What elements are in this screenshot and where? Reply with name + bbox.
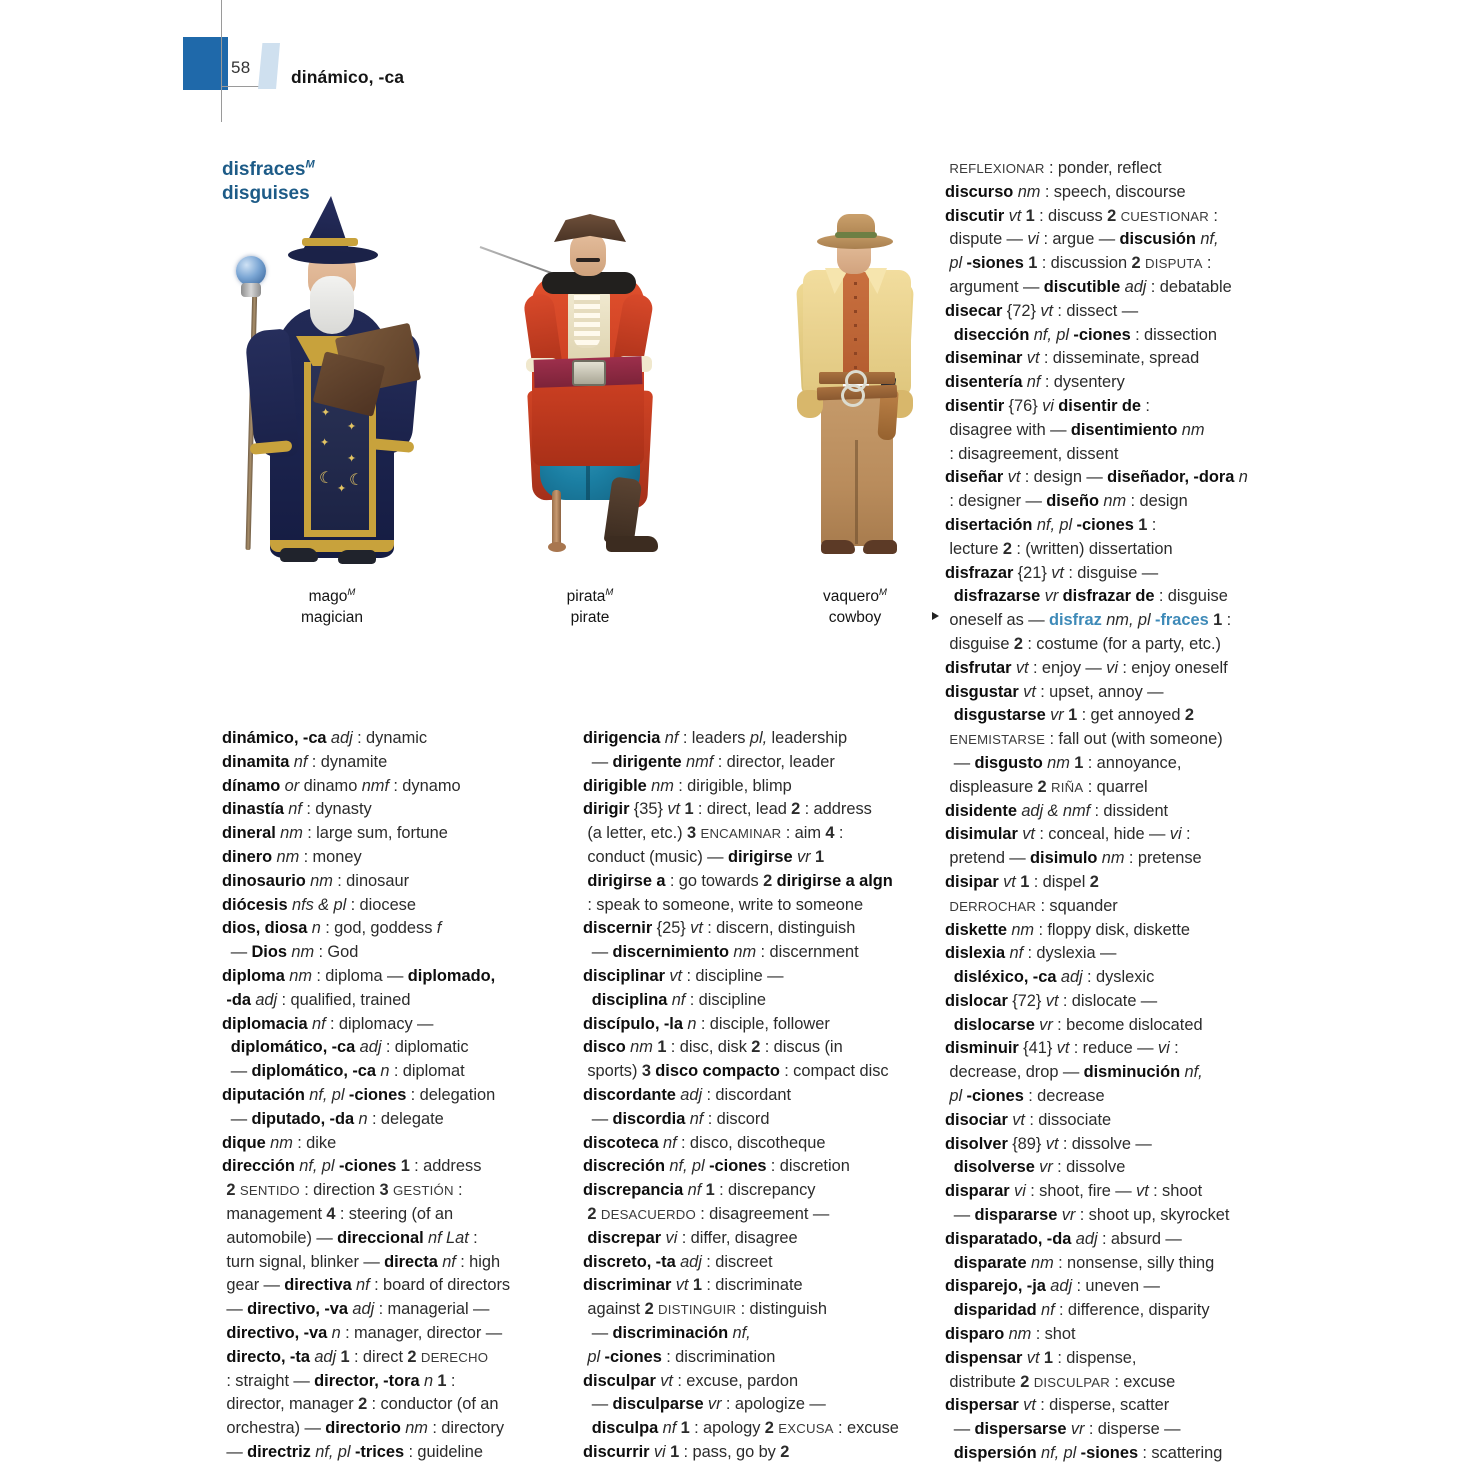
dictionary-line: discriminar vt 1 : discriminate [583,1276,803,1295]
dictionary-line: directo, -ta adj 1 : direct 2 DERECHO [226,1347,489,1366]
dictionary-line: disfrutar vt : enjoy — vi : enjoy oneself [945,658,1228,677]
dictionary-line: disco nm 1 : disc, disk 2 : discus (in [583,1038,843,1057]
dictionary-line: : straight — director, -tora n 1 : [222,1371,456,1390]
dictionary-line: disciplinar vt : discipline — [583,966,784,985]
dictionary-line: conduct (music) — dirigirse vr 1 [583,847,825,866]
cowboy-caption-es-text: vaquero [823,588,880,606]
dictionary-line: -da adj : qualified, trained [226,990,411,1009]
dictionary-line: disimular vt : conceal, hide — vi : [945,825,1191,844]
entry-pointer-icon [932,612,939,620]
dictionary-line: disección nf, pl -ciones : dissection [953,325,1217,344]
dictionary-line: dique nm : dike [222,1133,337,1152]
dictionary-line: disagree with — disentimiento nm [945,420,1205,439]
dictionary-line: REFLEXIONAR : ponder, reflect [949,159,1162,177]
dictionary-line: — discernimiento nm : discernment [583,943,859,962]
dictionary-line: displeasure 2 RIÑA : quarrel [945,777,1148,796]
dictionary-line: dirección nf, pl -ciones 1 : address [222,1157,482,1176]
dictionary-line: ENEMISTARSE : fall out (with someone) [949,730,1223,749]
dictionary-line: discutir vt 1 : discuss 2 CUESTIONAR : [945,206,1218,225]
dictionary-line: pl -ciones : decrease [949,1087,1105,1106]
dictionary-line: argument — discutible adj : debatable [945,277,1232,296]
magician-caption-gender: M [347,587,356,598]
dictionary-line: automobile) — direccional nf Lat : [222,1228,478,1247]
dictionary-line: disecar {72} vt : dissect — [945,301,1139,320]
dictionary-line: dispersar vt : disperse, scatter [945,1396,1170,1415]
dictionary-line: gear — directiva nf : board of directors [222,1276,511,1295]
dictionary-line: dirigir {35} vt 1 : direct, lead 2 : address [583,800,872,819]
dictionary-line: management 4 : steering (of an [222,1204,454,1223]
dictionary-line: disipar vt 1 : dispel 2 [945,872,1099,891]
dictionary-line: disciplina nf : discipline [591,990,767,1009]
dictionary-column-left [222,727,534,1465]
dictionary-line: dispensar vt 1 : dispense, [945,1348,1137,1367]
dictionary-line: director, manager 2 : conductor (of an [222,1395,499,1414]
dictionary-line: — diplomático, -ca n : diplomat [222,1062,465,1081]
dictionary-line: dirigencia nf : leaders pl, leadership [583,729,848,747]
dictionary-line: pl -ciones : discrimination [587,1347,776,1366]
dictionary-line: orchestra) — directorio nm : directory [222,1419,505,1438]
dictionary-line: pretend — disimulo nm : pretense [945,849,1202,868]
dictionary-line: diseñar vt : design — diseñador, -dora n [945,468,1248,487]
dictionary-line: decrease, drop — disminución nf, [945,1063,1203,1082]
dictionary-line: discoteca nf : disco, discotheque [583,1133,826,1152]
dictionary-line: disculpar vt : excuse, pardon [583,1371,799,1390]
dictionary-line: discurso nm : speech, discourse [945,182,1186,201]
dictionary-line: 2 SENTIDO : direction 3 GESTIÓN : [226,1181,463,1200]
dictionary-line: dirigible nm : dirigible, blimp [583,776,792,795]
dictionary-line: lecture 2 : (written) dissertation [945,539,1173,558]
illustration-title-es-text: disfraces [222,159,306,180]
cowboy-caption-english: cowboy [828,609,882,627]
dictionary-line: discreto, -ta adj : discreet [583,1252,773,1271]
dictionary-line: disgustar vt : upset, annoy — [945,682,1164,701]
dictionary-line: : disagreement, dissent [945,444,1119,463]
dictionary-line: disolver {89} vt : dissolve — [945,1134,1152,1153]
dictionary-line: dinosaurio nm : dinosaur [222,871,410,890]
dictionary-line: dispersión nf, pl -siones : scattering [953,1444,1223,1463]
dictionary-line: diploma nm : diploma — diplomado, [222,966,496,985]
dictionary-line: — directriz nf, pl -trices : guideline [222,1442,484,1461]
dictionary-line: discrepancia nf 1 : discrepancy [583,1181,816,1200]
dictionary-line: — dispararse vr : shoot up, skyrocket [945,1206,1230,1225]
dictionary-line: (a letter, etc.) 3 ENCAMINAR : aim 4 : [583,824,844,843]
dictionary-line: disparo nm : shot [945,1325,1076,1344]
dictionary-line: disidente adj & nmf : dissident [945,801,1169,820]
dictionary-line: turn signal, blinker — directa nf : high [222,1252,501,1271]
dictionary-line: — disgusto nm 1 : annoyance, [945,753,1182,772]
dictionary-line: dinámico, -ca adj : dynamic [222,729,428,747]
dictionary-line: discernir {25} vt : discern, distinguish [583,919,856,938]
dictionary-line: diputación nf, pl -ciones : delegation [222,1085,496,1104]
dictionary-line: — dirigente nmf : director, leader [583,752,835,771]
dictionary-line: diplomático, -ca adj : diplomatic [230,1038,469,1057]
dictionary-line: dios, diosa n : god, goddess f [222,919,442,938]
dictionary-line: disgustarse vr 1 : get annoyed 2 [953,706,1195,725]
dictionary-line: disléxico, -ca adj : dyslexic [953,968,1155,987]
pirate-caption-es-text: pirata [566,588,606,606]
dictionary-line: : designer — diseño nm : design [945,492,1188,511]
dictionary-line: dinero nm : money [222,847,362,866]
dictionary-line: disfrazar {21} vt : disguise — [945,563,1159,582]
dictionary-column-middle [583,727,913,1465]
dictionary-line: 2 DESACUERDO : disagreement — [587,1204,830,1223]
guide-word: dinámico, -ca [291,67,405,87]
dictionary-line: disparar vi : shoot, fire — vt : shoot [945,1182,1203,1201]
magician-caption-es-text: mago [308,588,348,606]
dictionary-line: dínamo or dinamo nmf : dynamo [222,776,461,795]
dictionary-column-right [945,157,1260,1466]
dictionary-line: distribute 2 DISCULPAR : excuse [945,1372,1176,1391]
dictionary-line: oneself as — disfraz nm, pl -fraces 1 : [945,611,1232,630]
dictionary-line: diplomacia nf : diplomacy — [222,1014,434,1033]
dictionary-line: disolverse vr : dissolve [953,1158,1126,1177]
dictionary-line: dinastía nf : dynasty [222,800,372,819]
dictionary-line: disparate nm : nonsense, silly thing [953,1253,1215,1272]
dictionary-line: dislexia nf : dyslexia — [945,944,1117,963]
pirate-caption-gender: M [605,587,614,598]
dictionary-line: discreción nf, pl -ciones : discretion [583,1157,850,1176]
dictionary-line: discípulo, -la n : disciple, follower [583,1014,830,1033]
illustration-title-english: disguises [222,182,310,204]
dictionary-line: diseminar vt : disseminate, spread [945,349,1200,368]
dictionary-line: dineral nm : large sum, fortune [222,824,448,843]
dictionary-line: — dispersarse vr : disperse — [945,1420,1181,1439]
dictionary-line: dirigirse a : go towards 2 dirigirse a algn [587,871,893,890]
dictionary-line: discrepar vi : differ, disagree [587,1228,798,1247]
dictionary-line: disminuir {41} vt : reduce — vi : [945,1039,1179,1058]
illustration-title-es-gender: M [305,158,315,171]
dictionary-line: disentería nf : dysentery [945,373,1125,392]
dictionary-line: disculpa nf 1 : apology 2 EXCUSA : excuse [591,1419,899,1438]
dictionary-line: dinamita nf : dynamite [222,752,388,771]
dictionary-line: — diputado, -da n : delegate [222,1109,444,1128]
dictionary-line: diócesis nfs & pl : diocese [222,895,416,914]
dictionary-line: discurrir vi 1 : pass, go by 2 [583,1442,790,1461]
dictionary-line: disparejo, -ja adj : uneven — [945,1277,1160,1296]
dictionary-line: — discordia nf : discord [583,1109,770,1128]
dictionary-line: disparatado, -da adj : absurd — [945,1229,1182,1248]
dictionary-line: dislocar {72} vt : dislocate — [945,991,1158,1010]
dictionary-line: : speak to someone, write to someone [583,895,864,914]
magician-robe-panel: ✦ ✦ ✦ ✦ ☾ ✦ ☾ [304,362,376,537]
dictionary-line: — discriminación nf, [583,1323,751,1342]
dictionary-line: — disculparse vr : apologize — [583,1395,826,1414]
dictionary-line: — Dios nm : God [222,943,359,962]
dictionary-line: sports) 3 disco compacto : compact disc [583,1062,889,1081]
dictionary-line: disentir {76} vi disentir de : [945,396,1150,415]
dictionary-line: disfrazarse vr disfrazar de : disguise [953,587,1228,606]
dictionary-line: disertación nf, pl -ciones 1 : [945,515,1157,534]
dictionary-line: disociar vt : dissociate [945,1110,1112,1129]
dictionary-line: pl -siones 1 : discussion 2 DISPUTA : [949,254,1212,273]
dictionary-line: diskette nm : floppy disk, diskette [945,920,1190,939]
page-number: 58 [231,58,251,77]
dictionary-line: against 2 DISTINGUIR : distinguish [583,1300,827,1319]
dictionary-line: — directivo, -va adj : managerial — [222,1300,490,1319]
cowboy-caption-gender: M [879,587,887,598]
pirate-caption-english: pirate [570,609,610,627]
dictionary-line: DERROCHAR : squander [949,896,1118,915]
dictionary-line: dispute — vi : argue — discusión nf, [945,230,1219,249]
dictionary-line: directivo, -va n : manager, director — [226,1323,503,1342]
magician-caption-english: magician [300,609,364,627]
dictionary-line: discordante adj : discordant [583,1085,792,1104]
dictionary-line: disguise 2 : costume (for a party, etc.) [945,634,1221,653]
dictionary-line: dislocarse vr : become dislocated [953,1015,1203,1034]
dictionary-line: disparidad nf : difference, disparity [953,1301,1210,1320]
